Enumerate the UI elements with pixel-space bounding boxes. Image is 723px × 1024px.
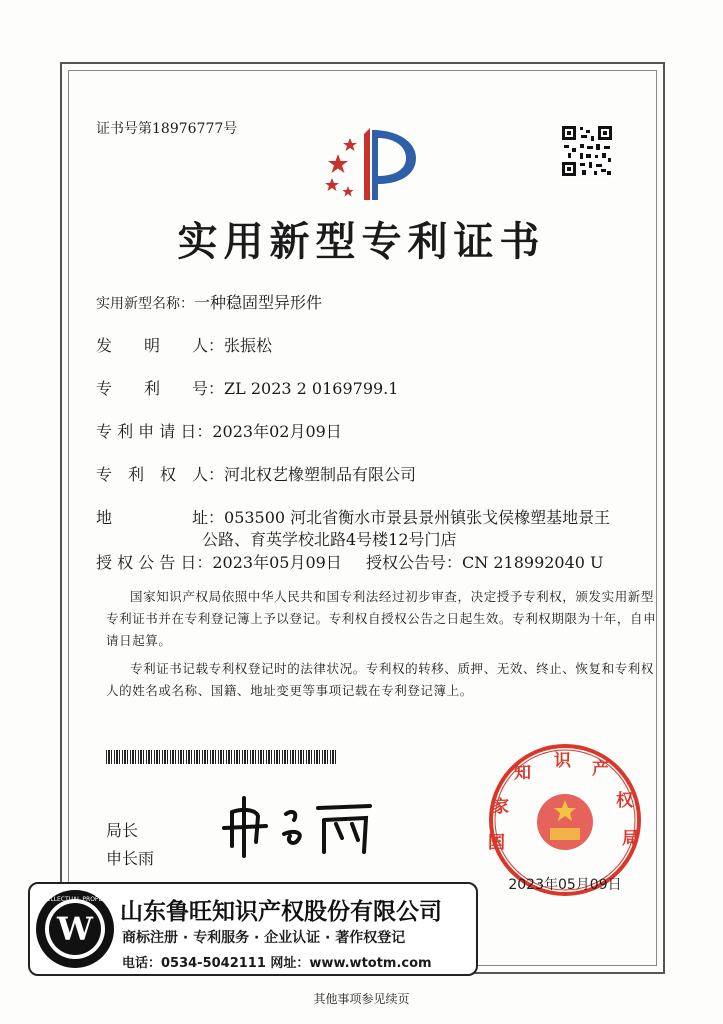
footer-note: 其他事项参见续页 — [313, 992, 410, 1006]
field-value: 河北权艺橡塑制品有限公司 — [224, 465, 417, 484]
svg-text:W: W — [57, 910, 93, 948]
field-label: 授权公告号： — [366, 553, 463, 572]
field-label: 地 址： — [96, 508, 225, 527]
handwritten-signature-icon — [214, 790, 384, 860]
barcode — [106, 750, 336, 764]
watermark-company-name: 山东鲁旺知识产权股份有限公司 — [120, 899, 442, 925]
field-value: 张振松 — [224, 336, 273, 355]
field-label: 实用新型名称： — [96, 296, 194, 312]
seal-date: 2023年05月09日 — [508, 877, 622, 893]
field-value: 2023年05月09日 — [212, 553, 342, 572]
certificate-number: 证书号第18976777号 — [96, 121, 238, 137]
field-value: CN 218992040 U — [462, 553, 604, 572]
watermark-services: 商标注册 · 专利服务 · 企业认证 · 著作权登记 — [122, 930, 406, 946]
field-patentee — [96, 462, 416, 485]
field-value: 一种稳固型异形件 — [194, 293, 323, 312]
field-value: 053500 河北省衡水市景县景州镇张戈侯橡塑基地景王 — [224, 508, 611, 527]
logo-star-icon — [343, 186, 354, 197]
company-logo-icon — [34, 888, 116, 970]
field-grant-number — [366, 550, 604, 573]
field-patent-number — [96, 376, 398, 399]
field-utility-name — [96, 290, 322, 313]
watermark-contact: 电话：0534-5042111 网址：www.wtotm.com — [122, 956, 432, 971]
paragraph-line: 国家知识产权局依照中华人民共和国专利法经过初步审查，决定授予专利权，颁发实用新型 — [130, 589, 655, 604]
qr-code-icon — [560, 124, 614, 178]
director-name: 申长雨 — [106, 849, 155, 868]
field-grant-date — [96, 550, 342, 573]
field-label: 专 利 权 人： — [96, 465, 225, 484]
paragraph-line: 专利证书并在专利登记簿上予以登记。专利权自授权公告之日起生效。专利权期限为十年，自申 — [106, 611, 657, 626]
field-address — [96, 505, 610, 528]
logo-star-icon — [325, 178, 339, 191]
field-label: 专 利 申 请 日： — [96, 422, 213, 441]
field-value: 2023年02月09日 — [212, 422, 342, 441]
logo-star-icon — [328, 154, 348, 173]
director-title: 局长 — [106, 821, 139, 840]
paragraph-line: 专利证书记载专利权登记时的法律状况。专利权的转移、质押、无效、终止、恢复和专利权 — [130, 661, 655, 676]
field-value: ZL 2023 2 0169799.1 — [224, 379, 399, 398]
svg-text:INTELLECTUAL PROPERTY: INTELLECTUAL PROPERTY — [36, 896, 114, 903]
patent-office-logo-icon — [318, 124, 428, 206]
field-label: 专 利 号： — [96, 379, 225, 398]
certificate-title: 实用新型专利证书 — [177, 218, 546, 265]
field-inventor — [96, 333, 272, 356]
svg-text:国家知 识产权局: 国家知 识 产权局 — [488, 751, 639, 853]
field-address-line2: 公路、育英学校北路4号楼12号门店 — [202, 530, 457, 549]
field-label: 授 权 公 告 日： — [96, 553, 213, 572]
field-label: 发 明 人： — [96, 336, 225, 355]
paragraph-line: 人的姓名或名称、国籍、地址变更等事项记载在专利登记簿上。 — [106, 683, 473, 698]
logo-star-icon — [343, 138, 357, 151]
paragraph-line: 请日起算。 — [106, 633, 172, 648]
field-filing-date — [96, 419, 342, 442]
